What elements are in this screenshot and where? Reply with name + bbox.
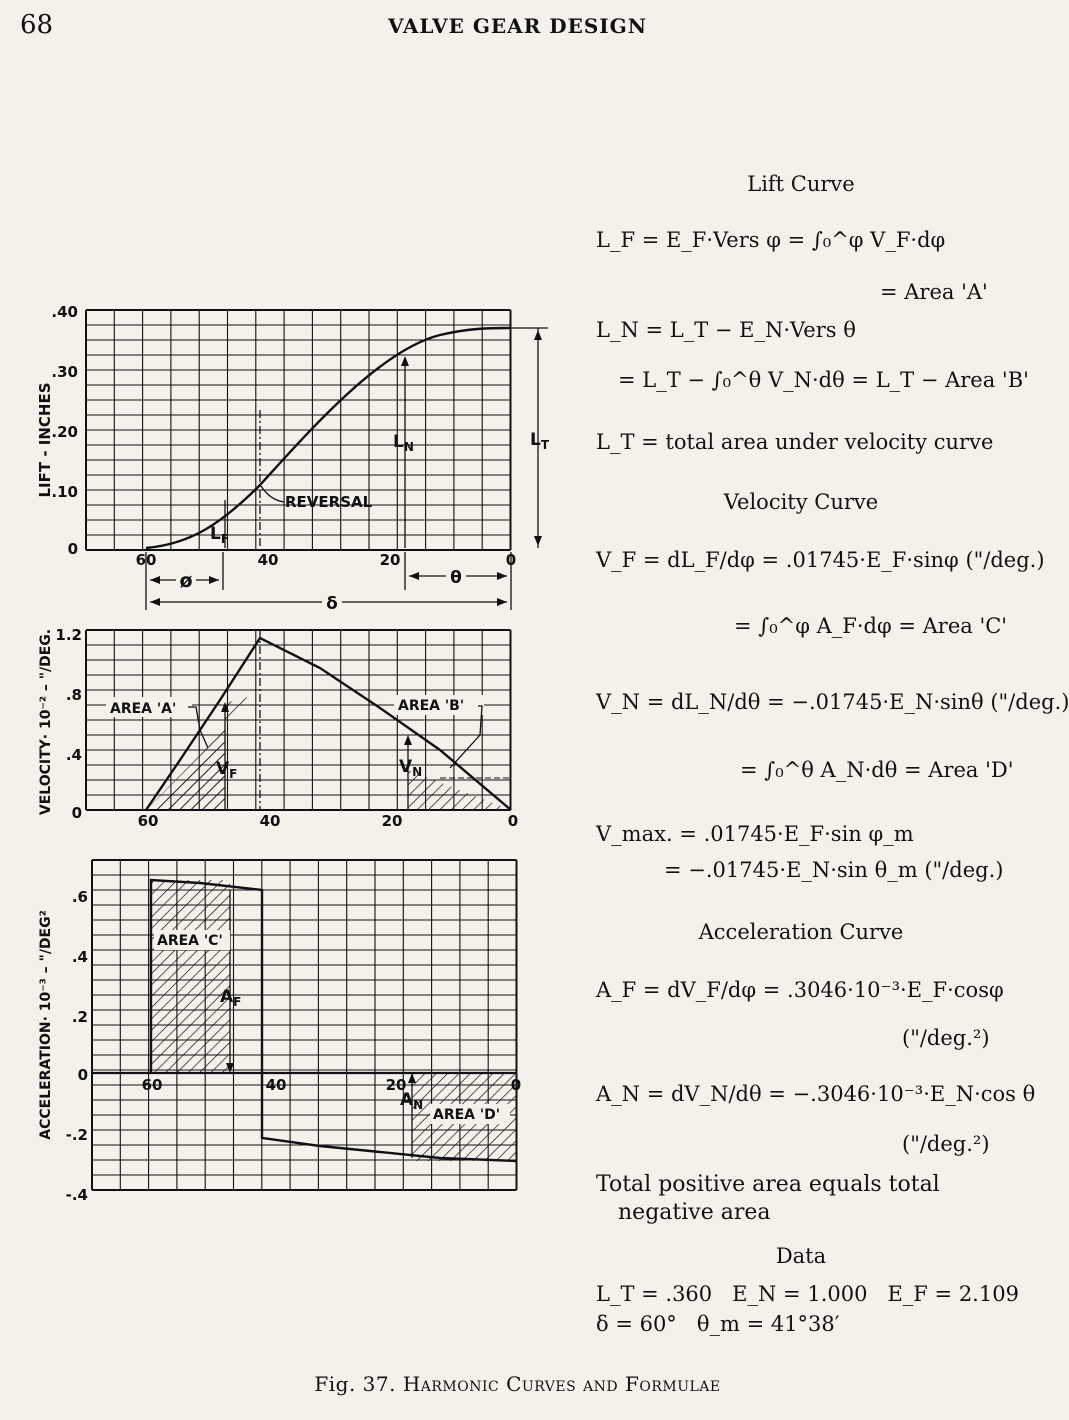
lift-formula-4: = L_T − ∫₀^θ V_N·dθ = L_T − Area 'B' (618, 368, 1029, 392)
figure-caption-title: Harmonic Curves and Formulae (402, 1372, 721, 1396)
acceleration-formula-2: ("/deg.²) (902, 1026, 990, 1050)
velocity-formula-1: V_F = dL_F/dφ = .01745·E_F·sinφ ("/deg.) (596, 548, 1045, 572)
velocity-x-tick: 40 (259, 812, 281, 830)
acceleration-curve-heading: Acceleration Curve (698, 920, 904, 944)
page-number: 68 (20, 10, 54, 40)
total-area-note-2: negative area (618, 1200, 771, 1225)
acceleration-x-tick: 20 (385, 1076, 407, 1094)
acceleration-y-tick: .2 (71, 1008, 88, 1026)
lift-x-tick: 0 (505, 551, 517, 569)
velocity-y-tick: .4 (65, 746, 82, 764)
lift-y-ticks (51, 303, 78, 558)
ln-label: $L_N$ (393, 432, 414, 454)
area-b-leader (450, 706, 482, 768)
velocity-y-tick: 0 (71, 804, 82, 822)
velocity-y-ticks (55, 626, 82, 822)
lift-y-tick: .20 (51, 423, 78, 441)
lift-formula-2: = Area 'A' (880, 280, 988, 304)
figure-caption-prefix: Fig. 37. (314, 1372, 396, 1396)
data-line-2: δ = 60° θ_m = 41°38′ (596, 1312, 840, 1336)
lift-formula-3: L_N = L_T − E_N·Vers θ (596, 318, 856, 342)
acceleration-formula-4: ("/deg.²) (902, 1132, 990, 1156)
reversal-leader (261, 486, 284, 502)
phi-label: ø (179, 570, 193, 592)
velocity-x-ticks (138, 812, 519, 830)
velocity-formula-6: = −.01745·E_N·sin θ_m ("/deg.) (664, 858, 1004, 882)
total-area-note-1: Total positive area equals total (596, 1172, 940, 1197)
vn-label: $V_N$ (399, 757, 423, 779)
lift-y-label: LIFT - INCHES (36, 382, 54, 498)
vf-label: $V_F$ (216, 759, 238, 781)
theta-label: θ (450, 568, 462, 588)
lift-y-tick: 0 (67, 540, 78, 558)
acceleration-y-label: ACCELERATION· 10⁻³ – "/DEG² (38, 910, 54, 1140)
harmonic-curves-figure (20, 290, 550, 1230)
velocity-x-tick: 0 (507, 812, 519, 830)
lt-label: $L_T$ (530, 430, 550, 452)
acceleration-x-tick: 60 (141, 1076, 163, 1094)
lift-x-ticks (136, 551, 517, 569)
velocity-y-label: VELOCITY· 10⁻² – "/DEG. (38, 628, 54, 816)
acceleration-x-tick: 40 (265, 1076, 287, 1094)
area-b-hatch (408, 770, 511, 810)
figure-caption (0, 1372, 1035, 1396)
lf-label: $L_F$ (210, 524, 230, 546)
af-label: $A_F$ (220, 987, 242, 1009)
velocity-x-tick: 20 (381, 812, 403, 830)
area-a-label: AREA 'A' (110, 701, 177, 717)
lift-x-tick: 60 (135, 551, 157, 569)
velocity-y-tick: .8 (65, 686, 82, 704)
velocity-y-tick: 1.2 (55, 626, 82, 644)
lift-y-tick: .10 (51, 483, 78, 501)
acceleration-y-ticks (66, 888, 88, 1204)
acceleration-x-tick: 0 (510, 1076, 522, 1094)
area-c-label: AREA 'C' (157, 933, 223, 949)
lift-formula-5: L_T = total area under velocity curve (596, 430, 994, 454)
velocity-formula-5: V_max. = .01745·E_F·sin φ_m (596, 822, 914, 846)
lift-chart (86, 310, 511, 550)
lift-x-tick: 40 (257, 551, 279, 569)
lift-x-tick: 20 (379, 551, 401, 569)
running-head: VALVE GEAR DESIGN (387, 14, 648, 38)
an-label: $A_N$ (400, 1090, 424, 1112)
lift-curve-heading: Lift Curve (747, 172, 855, 196)
acceleration-y-tick: -.2 (65, 1126, 88, 1144)
reversal-label: REVERSAL (285, 493, 373, 511)
velocity-curve-heading: Velocity Curve (723, 490, 879, 514)
velocity-formula-4: = ∫₀^θ A_N·dθ = Area 'D' (740, 758, 1014, 782)
acceleration-y-tick: .6 (71, 888, 88, 906)
velocity-formula-3: V_N = dL_N/dθ = −.01745·E_N·sinθ ("/deg.) (596, 690, 1069, 714)
acceleration-y-tick: -.4 (65, 1186, 88, 1204)
acceleration-formula-3: A_N = dV_N/dθ = −.3046·10⁻³·E_N·cos θ (596, 1082, 1036, 1106)
acceleration-formula-1: A_F = dV_F/dφ = .3046·10⁻³·E_F·cosφ (596, 978, 1004, 1002)
velocity-formula-2: = ∫₀^φ A_F·dφ = Area 'C' (734, 614, 1008, 638)
area-c-hatch (151, 880, 230, 1073)
lift-formula-1: L_F = E_F·Vers φ = ∫₀^φ V_F·dφ (596, 228, 946, 252)
velocity-x-tick: 60 (137, 812, 159, 830)
data-heading: Data (775, 1244, 827, 1268)
area-b-label: AREA 'B' (398, 698, 465, 714)
lift-y-tick: .40 (51, 303, 78, 321)
delta-label: δ (326, 594, 338, 614)
ln-arrowhead (401, 356, 409, 366)
acceleration-y-tick: 0 (77, 1066, 88, 1084)
lift-y-tick: .30 (51, 363, 78, 381)
data-line-1: L_T = .360 E_N = 1.000 E_F = 2.109 (596, 1282, 1019, 1306)
acceleration-y-tick: .4 (71, 948, 88, 966)
lift-curve (146, 328, 511, 548)
area-d-label: AREA 'D' (433, 1107, 501, 1123)
